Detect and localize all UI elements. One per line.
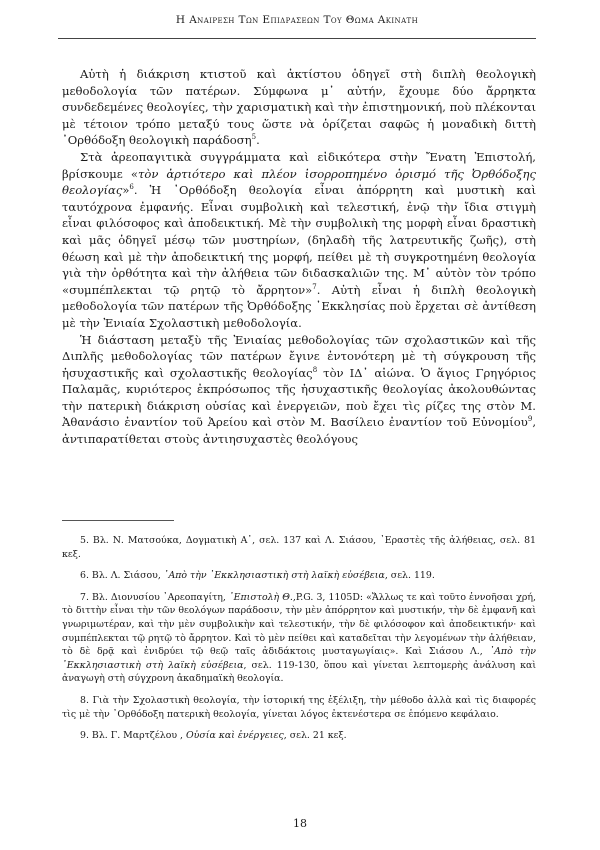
footnote-6-text-a: 6. Βλ. Λ. Σιάσου, bbox=[80, 570, 164, 582]
footnote-ref-9[interactable]: 9 bbox=[527, 415, 533, 424]
paragraph-2-text-d: . Αὐτὴ εἶναι ἡ διπλὴ θεολογικὴ μεθοδολογία τῶν πατέρων τῆς Ὀρθόδοξης ᾽Εκκλησίας ποὺ ἔρχεται σὲ ἀντίθεση μὲ τὴν Ἐνιαία Σχολαστικὴ μεθοδολογία. bbox=[62, 282, 536, 330]
footnotes bbox=[62, 534, 536, 751]
running-title: Η Αναιρεση Των Επιδρασεων Του Θωμα Ακινατη bbox=[175, 14, 419, 26]
paragraph-1-end: . bbox=[256, 133, 260, 148]
footnote-9-title: Οὐσία καὶ ἐνέργειες bbox=[185, 730, 284, 742]
footnote-ref-6[interactable]: 6 bbox=[129, 183, 134, 192]
footnote-7-title: ᾽Επιστολὴ Θ bbox=[228, 591, 290, 603]
page-number: 18 bbox=[293, 817, 307, 830]
paragraph-2-text-b: » bbox=[122, 183, 130, 198]
paragraph-3 bbox=[62, 332, 536, 448]
paragraph-3-text-b: τὸν ΙΔ᾽ αἰώνα. Ὁ ἅγιος Γρηγόριος Παλαμᾶς, κυριότερος ἐκπρόσωπος τῆς ἡσυχαστικῆς θεολογίας ἀκολουθώντας τὴν πατερικὴ διάκριση οὐσίας καὶ ἐνεργειῶν, ποὺ ἔχει τὶς ρίζες της στὸν Μ. Ἀθανάσιο ἐναντίον τοῦ Ἀρείου καὶ στὸν Μ. Βασίλειο ἐναντίον τοῦ Εὐνομίου bbox=[62, 365, 536, 430]
paragraph-2-text-c: . Ἡ ᾽Ορθόδοξη θεολογία εἶναι ἀπόρρητη καὶ μυστικὴ καὶ ταυτόχρονα ἐμφανής. Εἶναι συμβολικὴ καὶ τελεστική, ἐνῷ τὴν ἴδια στιγμὴ εἶναι φιλόσοφος καὶ ἀποδεικτική. Μὲ τὴν συμβολικὴ της μορφὴ εἶναι δραστικὴ καὶ μᾶς ὁδηγεῖ μέσῳ τῶν μυστηρίων, (δηλαδὴ τῆς λατρευτικῆς ζωῆς), στὴ θέωση καὶ μὲ τὴν ἀποδεικτική της μορφή, πείθει μὲ τὴ συγκροτημένη θεολογία γιὰ τὴν ὀρθότητα καὶ τὴν ἀλήθεια τῶν διδασκαλιῶν της. Μ᾽ αὐτὸν τὸν τρόπο «συμπέπλεκται τῷ ρητῷ τὸ ἄρρητον» bbox=[62, 183, 536, 297]
paragraph-2-text-a: Στὰ ἀρεοπαγιτικὰ συγγράμματα καὶ εἰδικότερα στὴν Ἔνατη Ἐπιστολή, βρίσκουμε « bbox=[62, 149, 536, 181]
main-text bbox=[62, 66, 536, 448]
footnote-ref-8[interactable]: 8 bbox=[312, 365, 318, 374]
footnote-6 bbox=[62, 569, 536, 583]
footnote-8: 8. Γιὰ τὴν Σχολαστικὴ θεολογία, τὴν ἱστορική της ἐξέλιξη, τὴν μέθοδο ἀλλὰ καὶ τὶς διαφορές τὶς μὲ τὴν ᾽Ορθόδοξη πατερικὴ θεολογία, γίνεται λόγος ἐκτενέστερα σε ἑπόμενο κεφάλαιο. bbox=[62, 694, 536, 720]
footnote-9 bbox=[62, 729, 536, 743]
footnote-7-text-c: , σελ. 119-130, ὅπου καὶ γίνεται λεπτομερὴς ἀνάλυση καὶ ἀναγωγὴ στὴ σύγχρονη ἀκαδημαϊκὴ θεολογία. bbox=[62, 659, 537, 685]
footnote-5: 5. Βλ. Ν. Ματσούκα, Δογματικὴ Α᾽, σελ. 137 καὶ Λ. Σιάσου, ᾽Εραστὲς τῆς ἀλήθειας, σελ. 81 κεξ. bbox=[62, 535, 536, 560]
paragraph-2 bbox=[62, 149, 536, 332]
paragraph-3-text-a: Ἡ διάσταση μεταξὺ τῆς Ἐνιαίας μεθοδολογίας τῶν σχολαστικῶν καὶ τῆς Διπλῆς μεθοδολογίας τῶν πατέρων ἔγινε ἐντονότερη μὲ τὴ σύγκρουση τῆς ἡσυχαστικῆς καὶ σχολαστικῆς θεολογίας bbox=[62, 332, 536, 380]
footnote-7-text-b: .,P.G. 3, 1105D: «Ἄλλως τε καὶ τοῦτο ἐννοῆσαι χρή, τὸ διττὴν εἶναι τὴν τῶν θεολόγων παράδοσιν, τὴν μὲν ἀπόρρητον καὶ μυστικήν, τὴν δὲ ἐμφανῆ καὶ γνωριμωτέραν, καὶ τὴν μὲν συμβολικὴν καὶ τελεστικήν, τὴν δὲ φιλόσοφον καὶ ἀποδεικτικήν· καὶ συμπέπλεκται τῷ ρητῷ τὸ ἄρρητον. Καὶ τὸ μὲν πείθει καὶ καταδεῖται τὴν λεγομένων τὴν ἀλήθειαν, τὸ δὲ δρᾷ καὶ ἐνιδρύει τῷ θεῷ ταῖς ἀδιδάκτοις μυσταγωγίαις». Καὶ Σιάσου Λ., bbox=[62, 591, 536, 658]
footnote-6-title: ᾽Απὸ τὴν ᾽Εκκλησιαστικὴ στὴ λαϊκὴ εὐσέβεια bbox=[163, 570, 385, 582]
footnote-7-text-a: 7. Βλ. Διονυσίου ᾽Αρεοπαγίτη, bbox=[80, 591, 229, 603]
footnote-6-text-b: , σελ. 119. bbox=[384, 570, 435, 582]
paragraph-1 bbox=[62, 66, 536, 149]
paragraph-1-text: Αὐτὴ ἡ διάκριση κτιστοῦ καὶ ἀκτίστου ὁδηγεῖ στὴ διπλὴ θεολογικὴ μεθοδολογία τῶν πατέρων. Σύμφωνα μ᾽ αὐτήν, ἔχουμε δύο ἄρρηκτα συνδεδεμένες θεολογίες, τὴν χαρισματικὴ καὶ τὴν ἐπιστημονική, ποὺ πλέκονται μὲ τέτοιον τρόπο μεταξύ τους ὥστε νὰ ὁρίζεται σαφῶς ἡ μοναδικὴ διττὴ ᾽Ορθόδοξη θεολογικὴ παράδοση bbox=[62, 67, 536, 148]
footnote-9-text-b: , σελ. 21 κεξ. bbox=[283, 730, 347, 742]
footnote-ref-7[interactable]: 7 bbox=[312, 282, 317, 291]
footnote-ref-5[interactable]: 5 bbox=[251, 133, 257, 142]
footnote-9-text-a: 9. Βλ. Γ. Μαρτζέλου , bbox=[80, 730, 186, 742]
footnote-7 bbox=[62, 591, 536, 686]
header-rule bbox=[58, 38, 536, 39]
paragraph-3-text-c: , ἀντιπαρατίθεται στοὺς ἀντιησυχαστὲς θεολόγους bbox=[62, 415, 536, 447]
footnote-rule bbox=[62, 520, 174, 521]
footnote-7-title-2: ᾽Απὸ τὴν ᾽Εκκλησιαστικὴ στὴ λαϊκὴ εὐσέβεια bbox=[62, 646, 536, 671]
paragraph-2-quote: τὸν ἀρτιότερο καὶ πλέον ἰσορροπημένο ὁρισμό τῆς Ὀρθόδοξης θεολογίας bbox=[62, 166, 536, 198]
